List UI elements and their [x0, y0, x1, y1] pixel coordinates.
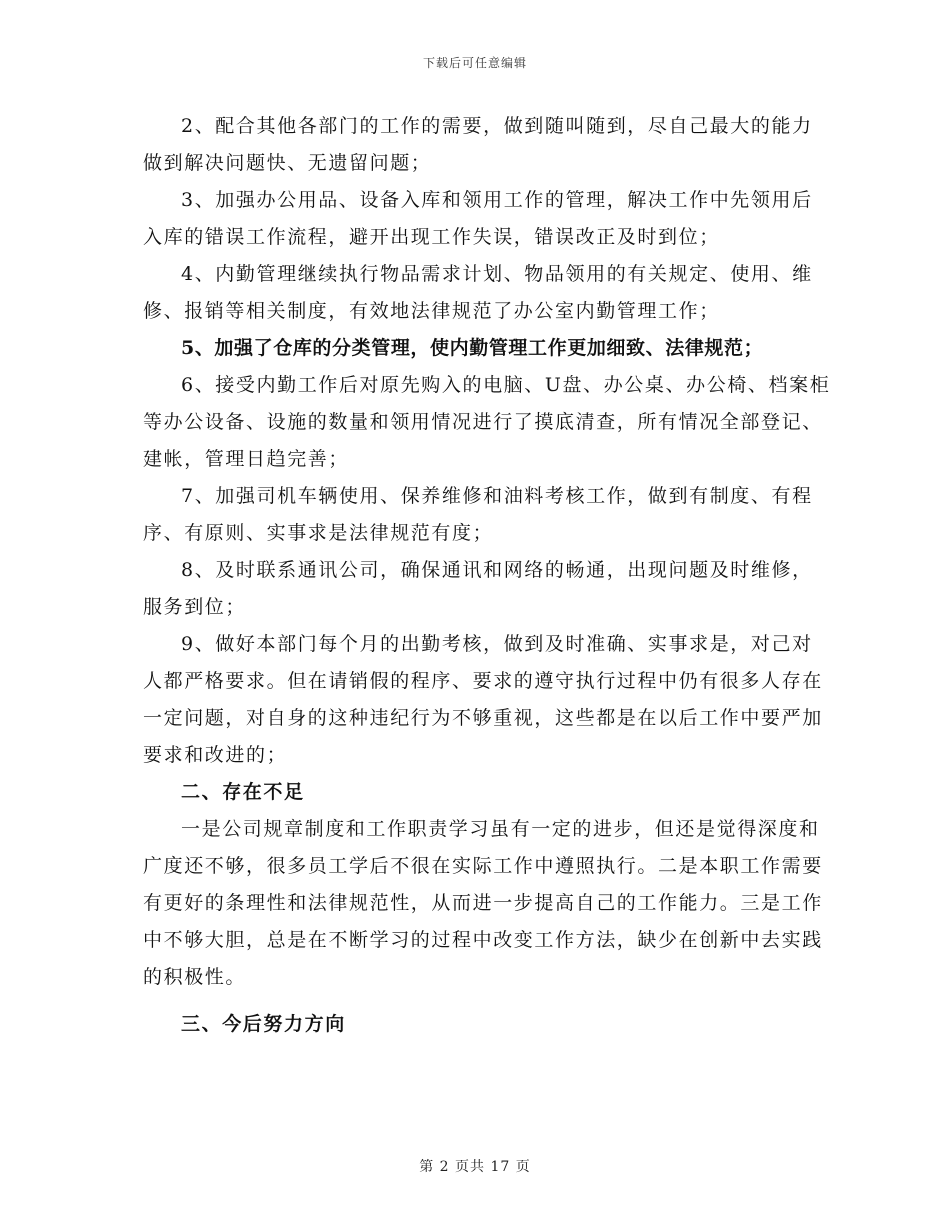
page-header-note: 下载后可任意编辑: [422, 56, 527, 70]
paragraph-item-9: 9、做好本部门每个月的出勤考核，做到及时准确、实事求是，对己对人都严格要求。但在请销假的程序、要求的遵守执行过程中仍有很多人存在一定问题，对自身的这种违纪行为不够重视，这些都是在以后工作中要严加要求和改进的；: [143, 633, 823, 766]
section-heading-future-direction: 三、今后努力方向: [181, 1013, 346, 1035]
paragraph-item-2: 2、配合其他各部门的工作的需要，做到随叫随到，尽自己最大的能力做到解决问题快、无遗留问题；: [143, 115, 813, 174]
document-body: [143, 108, 833, 1043]
paragraph-item-5: 5、加强了仓库的分类管理，使内勤管理工作更加细致、法律规范；: [181, 337, 764, 359]
paragraph-item-7: 7、加强司机车辆使用、保养维修和油料考核工作，做到有制度、有程序、有原则、实事求是法律规范有度；: [143, 485, 813, 544]
paragraph-item-8: 8、及时联系通讯公司，确保通讯和网络的畅通，出现问题及时维修，服务到位；: [143, 559, 813, 618]
paragraph-item-6: 6、接受内勤工作后对原先购入的电脑、U盘、办公桌、办公椅、档案柜等办公设备、设施的数量和领用情况进行了摸底清查，所有情况全部登记、建帐，管理日趋完善；: [143, 374, 831, 470]
section-heading-shortcomings: 二、存在不足: [181, 781, 305, 803]
page-footer-number: 第 2 页共 17 页: [419, 1159, 531, 1175]
shortcomings-paragraph: 一是公司规章制度和工作职责学习虽有一定的进步，但还是觉得深度和广度还不够，很多员工学后不很在实际工作中遵照执行。二是本职工作需要有更好的条理性和法律规范性，从而进一步提高自己的工作能力。三是工作中不够大胆，总是在不断学习的过程中改变工作方法，缺少在创新中去实践的积极性。: [143, 818, 823, 988]
paragraph-item-4: 4、内勤管理继续执行物品需求计划、物品领用的有关规定、使用、维修、报销等相关制度，有效地法律规范了办公室内勤管理工作；: [143, 263, 813, 322]
paragraph-item-3: 3、加强办公用品、设备入库和领用工作的管理，解决工作中先领用后入库的错误工作流程，避开出现工作失误，错误改正及时到位；: [143, 189, 813, 248]
